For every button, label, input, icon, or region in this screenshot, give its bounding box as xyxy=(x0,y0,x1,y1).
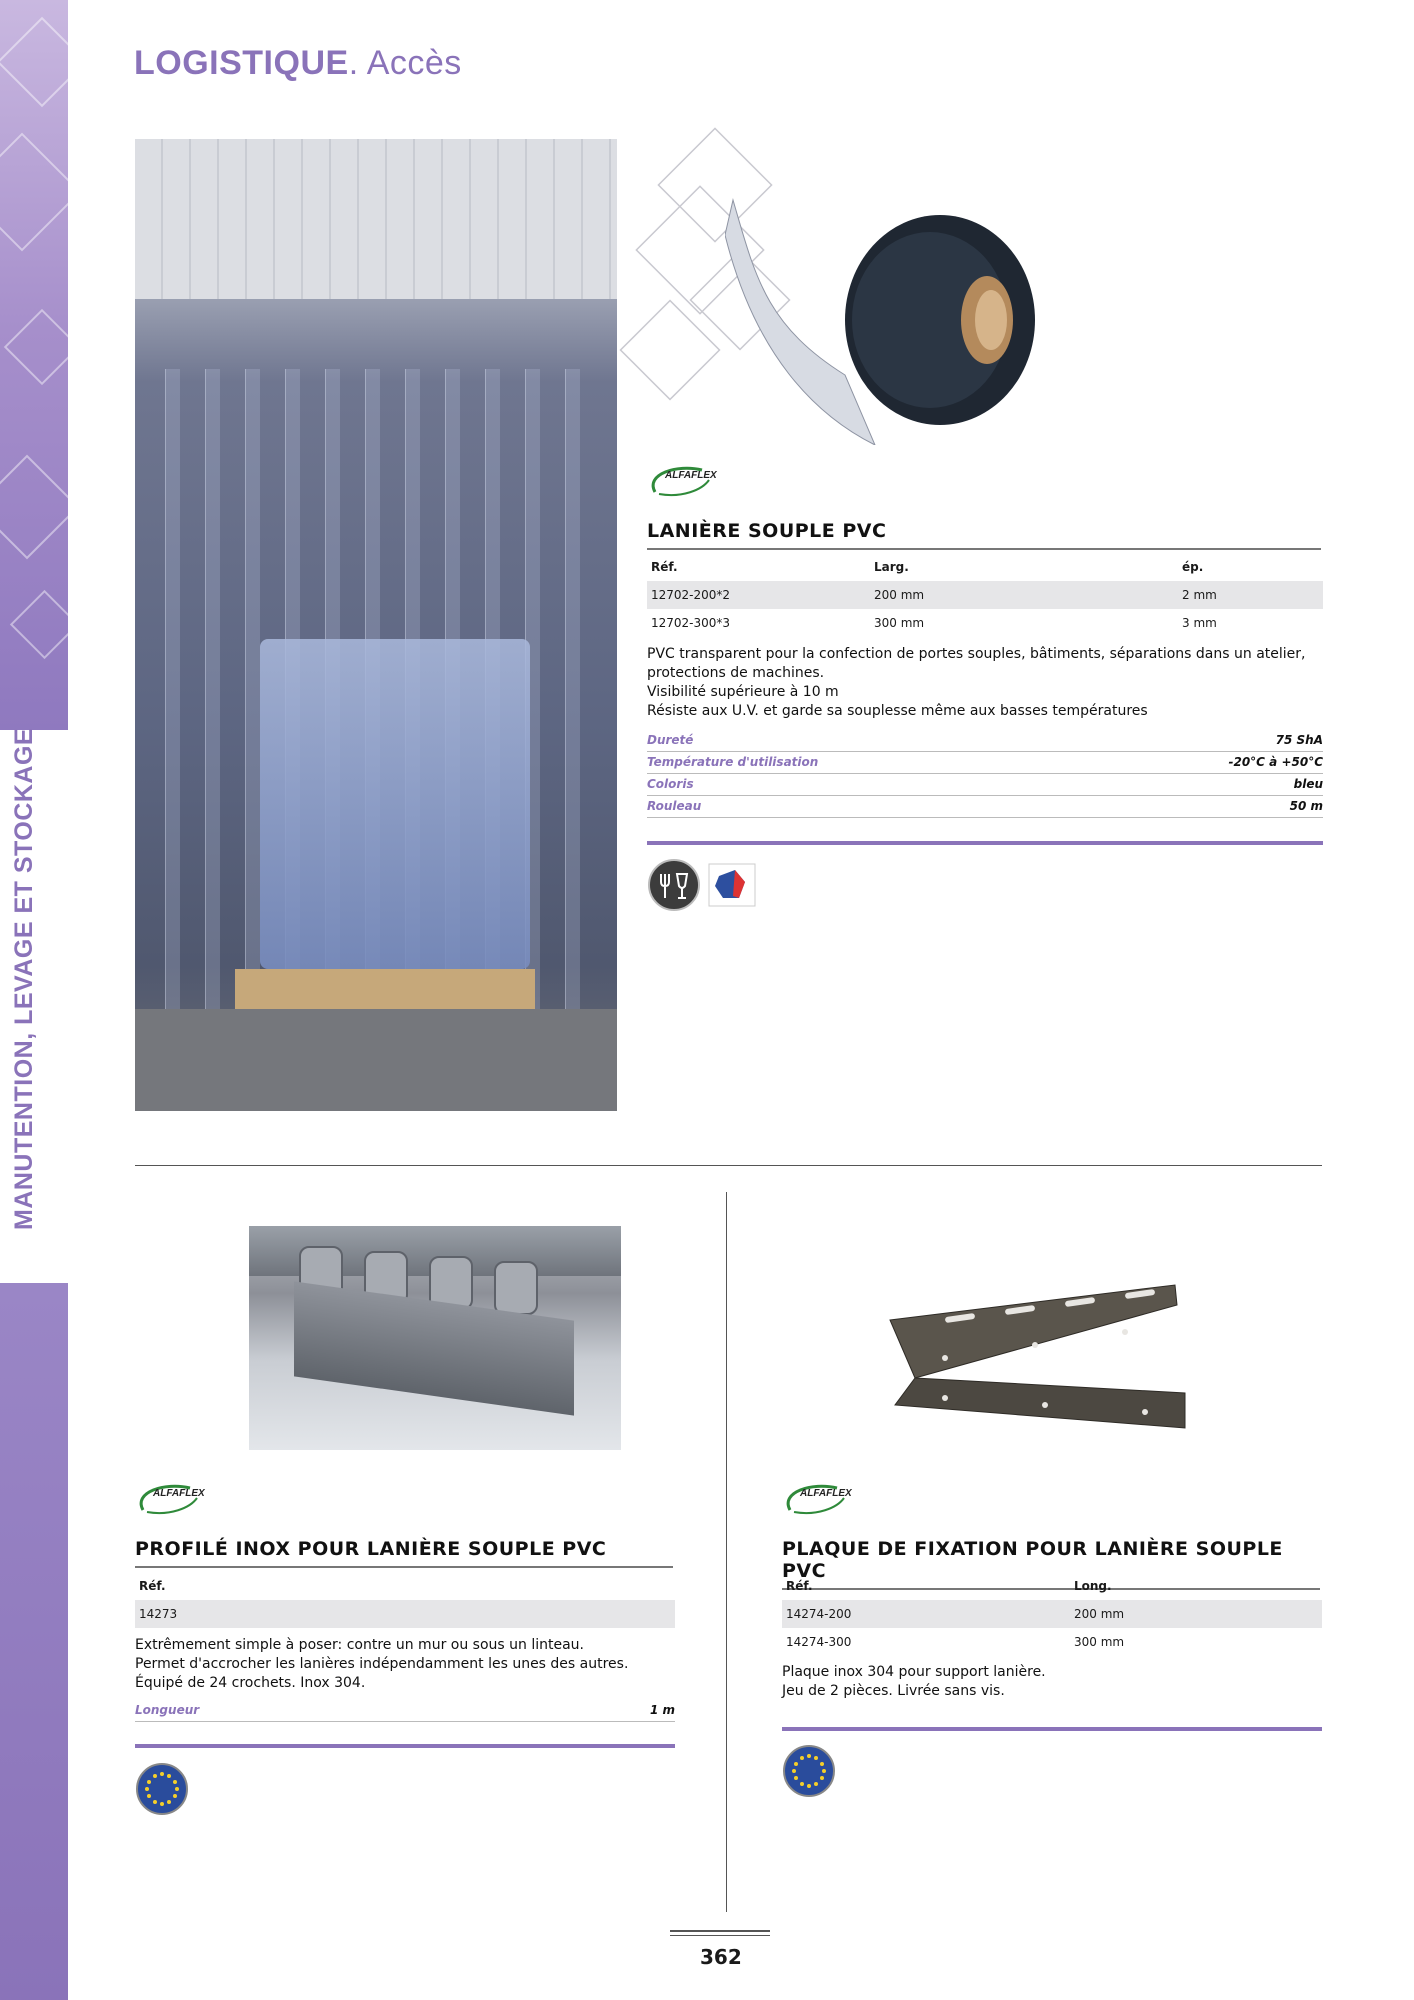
food-contact-icon xyxy=(647,858,701,912)
product-title-plate: PLAQUE DE FIXATION POUR LANIÈRE SOUPLE PVC xyxy=(782,1538,1320,1590)
column-divider xyxy=(726,1192,727,1912)
product-description xyxy=(647,645,1323,721)
col-header: Réf. xyxy=(651,560,678,574)
description-line: Plaque inox 304 pour support lanière. xyxy=(782,1664,1046,1680)
spec-value: 50 m xyxy=(1289,799,1323,813)
product-title-laniere: LANIÈRE SOUPLE PVC xyxy=(647,520,1321,550)
spec-value: -20°C à +50°C xyxy=(1228,755,1323,769)
product-title-profile: PROFILÉ INOX POUR LANIÈRE SOUPLE PVC xyxy=(135,1538,673,1568)
spec-row xyxy=(647,796,1323,818)
fixing-plate-photo xyxy=(885,1280,1205,1430)
description-line: PVC transparent pour la confection de portes souples, bâtiments, séparations dans un atelier, protections de machines. xyxy=(647,646,1306,681)
spec-value: bleu xyxy=(1293,777,1323,791)
description-line: Résiste aux U.V. et garde sa souplesse même aux basses températures xyxy=(647,703,1148,719)
section-divider xyxy=(135,1165,1322,1166)
spec-label: Longueur xyxy=(135,1703,200,1717)
page-number: 362 xyxy=(700,1945,742,1969)
description-line: Visibilité supérieure à 10 m xyxy=(647,684,839,700)
brand-name: ALFAFLEX xyxy=(153,1488,205,1499)
ref-table-profile xyxy=(135,1572,675,1628)
alfaflex-logo xyxy=(647,462,717,500)
subsection-title: . Accès xyxy=(348,44,462,82)
spec-value: 75 ShA xyxy=(1275,733,1323,747)
table-cell: 300 mm xyxy=(1074,1635,1125,1649)
page-title xyxy=(134,44,462,83)
alfaflex-logo xyxy=(782,1480,852,1518)
ref-table-laniere xyxy=(647,553,1323,637)
table-cell: 3 mm xyxy=(1182,616,1217,630)
spec-label: Rouleau xyxy=(647,799,702,813)
spec-row xyxy=(647,752,1323,774)
spec-label: Dureté xyxy=(647,733,694,747)
section-separator xyxy=(647,841,1323,845)
table-cell: 12702-300*3 xyxy=(651,616,731,630)
sidebar-decor-top xyxy=(0,0,68,730)
spec-label: Coloris xyxy=(647,777,694,791)
spec-value: 1 m xyxy=(649,1703,675,1717)
product-description xyxy=(782,1663,1322,1701)
wrapped-pallet xyxy=(260,639,530,969)
made-in-france-icon xyxy=(705,858,759,912)
pvc-roll-photo xyxy=(725,195,1065,445)
product-description xyxy=(135,1636,675,1693)
col-header: ép. xyxy=(1182,560,1204,574)
stainless-profile-photo xyxy=(249,1226,621,1450)
ref-table-plate xyxy=(782,1572,1322,1656)
description-line: Extrêmement simple à poser: contre un mur ou sous un linteau. xyxy=(135,1637,584,1653)
page-number-rule xyxy=(670,1930,770,1932)
eu-origin-icon xyxy=(782,1744,836,1798)
table-cell: 300 mm xyxy=(874,616,925,630)
spec-row xyxy=(647,774,1323,796)
table-cell: 14274-200 xyxy=(782,1600,1070,1628)
description-line: Équipé de 24 crochets. Inox 304. xyxy=(135,1675,366,1691)
description-line: Jeu de 2 pièces. Livrée sans vis. xyxy=(782,1683,1005,1699)
spec-row xyxy=(135,1700,675,1722)
spec-label: Température d'utilisation xyxy=(647,755,819,769)
eu-origin-icon xyxy=(135,1762,189,1816)
brand-name: ALFAFLEX xyxy=(665,470,717,481)
sidebar-decor-bottom xyxy=(0,1283,68,2000)
col-header: Larg. xyxy=(874,560,909,574)
section-title: LOGISTIQUE xyxy=(134,44,349,82)
section-separator xyxy=(135,1744,675,1748)
table-cell: 200 mm xyxy=(1070,1600,1322,1628)
table-cell: 14274-300 xyxy=(786,1635,852,1649)
table-cell: 14273 xyxy=(135,1600,675,1628)
section-separator xyxy=(782,1727,1322,1731)
strip-curtain-photo xyxy=(135,139,617,1111)
table-cell: 200 mm xyxy=(870,581,1178,609)
table-cell: 12702-200*2 xyxy=(647,581,870,609)
page-number-rule xyxy=(670,1935,770,1936)
description-line: Permet d'accrocher les lanières indépendamment les unes des autres. xyxy=(135,1656,629,1672)
spec-row xyxy=(647,730,1323,752)
col-header: Réf. xyxy=(786,1579,813,1593)
alfaflex-logo xyxy=(135,1480,205,1518)
brand-name: ALFAFLEX xyxy=(800,1488,852,1499)
table-cell: 2 mm xyxy=(1178,581,1323,609)
col-header: Réf. xyxy=(139,1579,166,1593)
col-header: Long. xyxy=(1074,1579,1112,1593)
sidebar-section-label: MANUTENTION, LEVAGE ET STOCKAGE xyxy=(10,727,38,1230)
